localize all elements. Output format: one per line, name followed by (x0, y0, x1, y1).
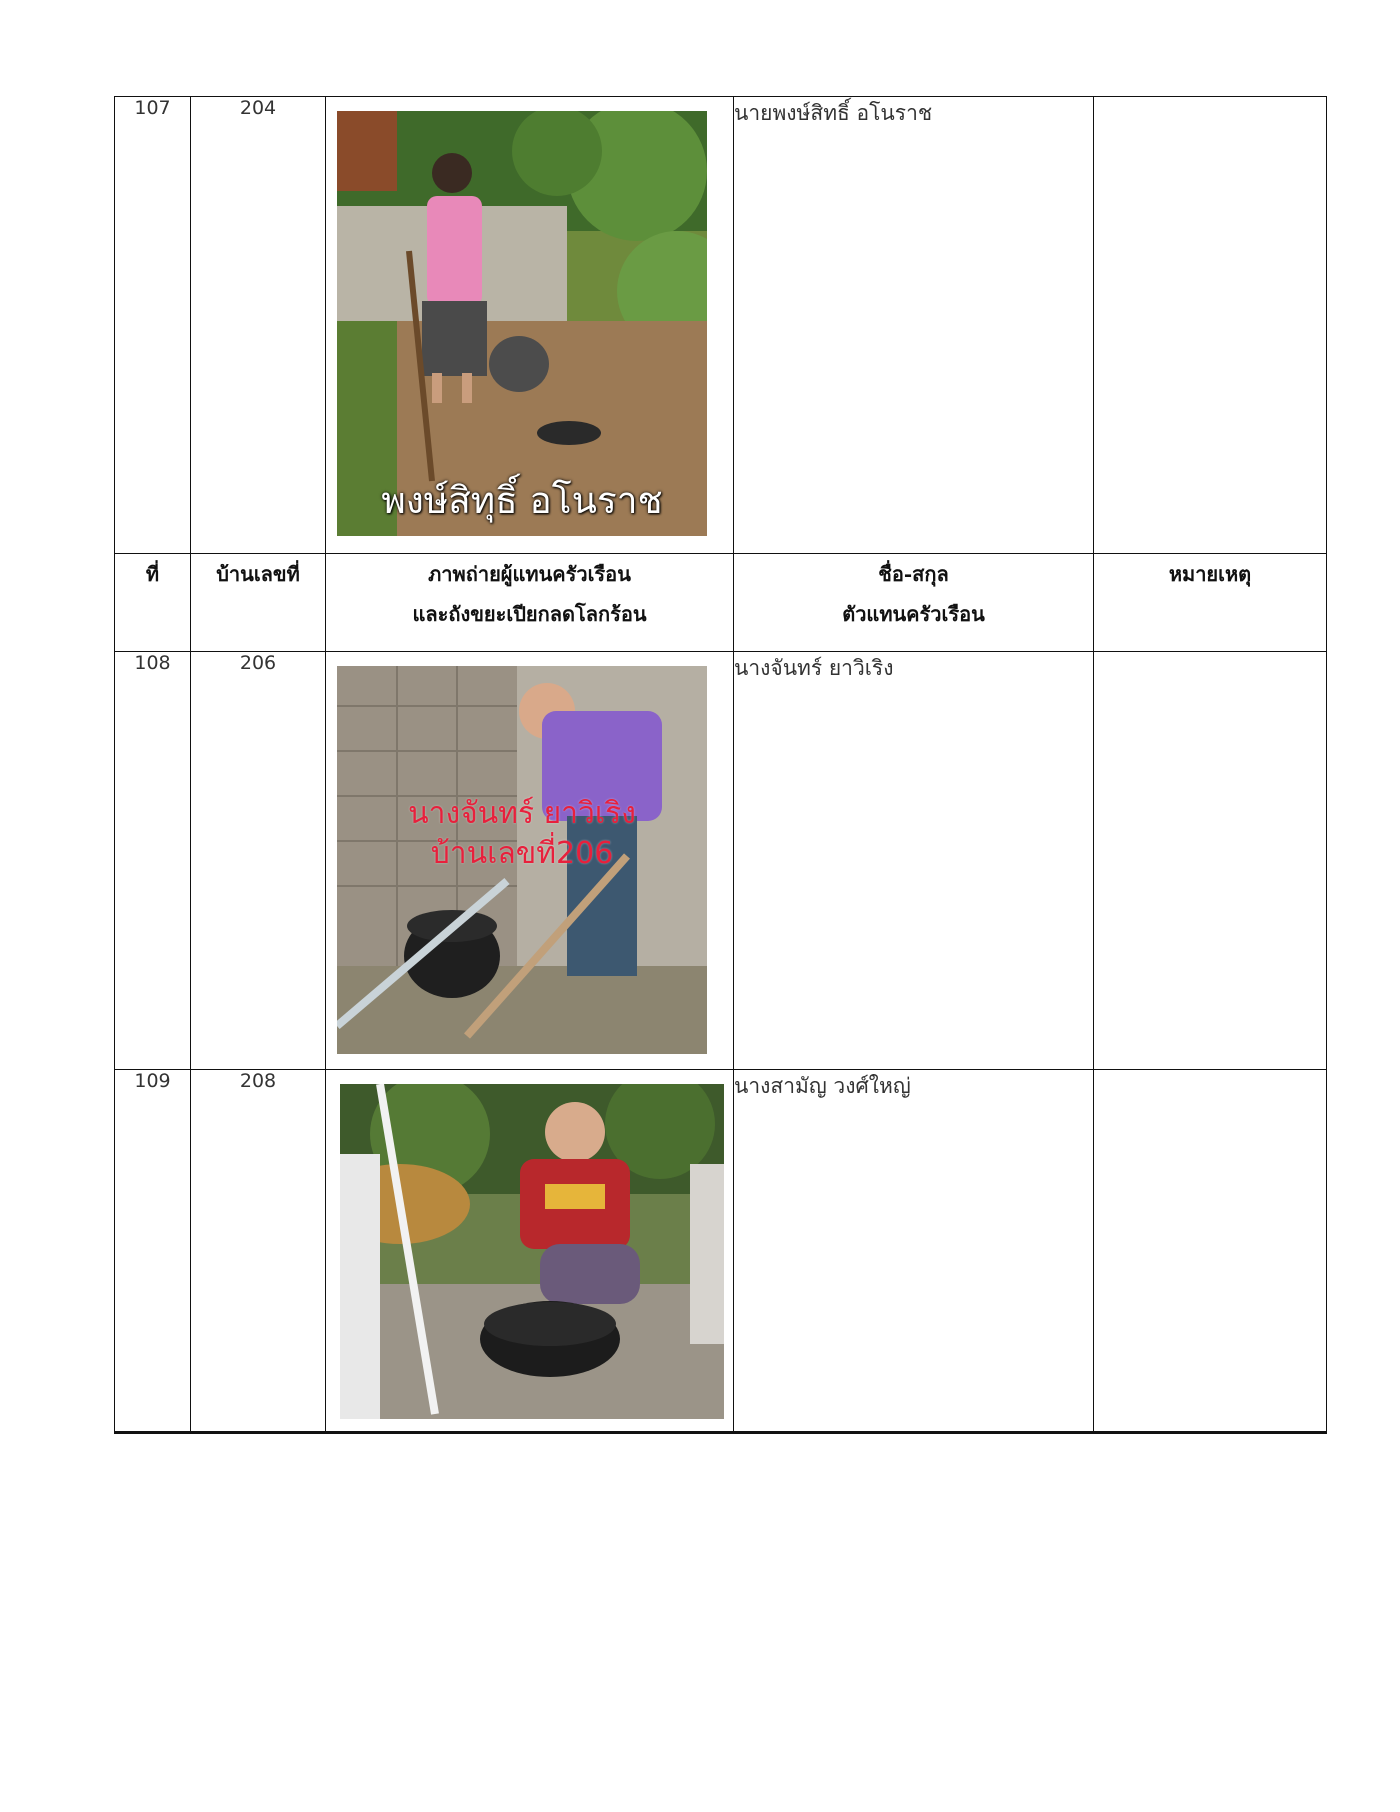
header-name-line2: ตัวแทนครัวเรือน (842, 602, 985, 626)
representative-name: นางสามัญ วงศ์ใหญ่ (734, 1070, 1094, 1433)
header-house-number: บ้านเลขที่ (191, 554, 326, 652)
header-no: ที่ (115, 554, 191, 652)
header-note: หมายเหตุ (1094, 554, 1327, 652)
note-cell (1094, 1070, 1327, 1433)
household-photo (337, 111, 707, 536)
house-number: 204 (191, 97, 326, 554)
photo-watermark-caption: พงษ์สิทุธิ์ อโนราช (381, 479, 663, 522)
photo-cell (326, 1070, 734, 1433)
table-row (115, 652, 1327, 1070)
house-number: 208 (191, 1070, 326, 1433)
photo-woman-with-bin (340, 1084, 724, 1419)
row-number: 107 (115, 97, 191, 554)
photo-cell (326, 97, 734, 554)
header-photo-line2: และถังขยะเปียกลดโลกร้อน (412, 602, 647, 626)
photo-cell (326, 652, 734, 1070)
header-photo-line1: ภาพถ่ายผู้แทนครัวเรือน (428, 562, 631, 586)
household-photo (340, 1084, 724, 1419)
note-cell (1094, 97, 1327, 554)
photo-caption-line1: นางจันทร์ ยาวิเริง (408, 796, 636, 831)
representative-name: นายพงษ์สิทธิ์ อโนราช (734, 97, 1094, 554)
table-header-row (115, 554, 1327, 652)
note-cell (1094, 652, 1327, 1070)
row-number: 108 (115, 652, 191, 1070)
house-number: 206 (191, 652, 326, 1070)
header-photo (326, 554, 734, 652)
photo-caption-line2: บ้านเลขที่206 (430, 836, 614, 871)
household-table (114, 96, 1327, 1434)
header-name-line1: ชื่อ-สกุล (878, 562, 949, 586)
header-name (734, 554, 1094, 652)
table-row (115, 97, 1327, 554)
representative-name: นางจันทร์ ยาวิเริง (734, 652, 1094, 1070)
household-photo (337, 666, 707, 1054)
table-row (115, 1070, 1327, 1433)
row-number: 109 (115, 1070, 191, 1433)
